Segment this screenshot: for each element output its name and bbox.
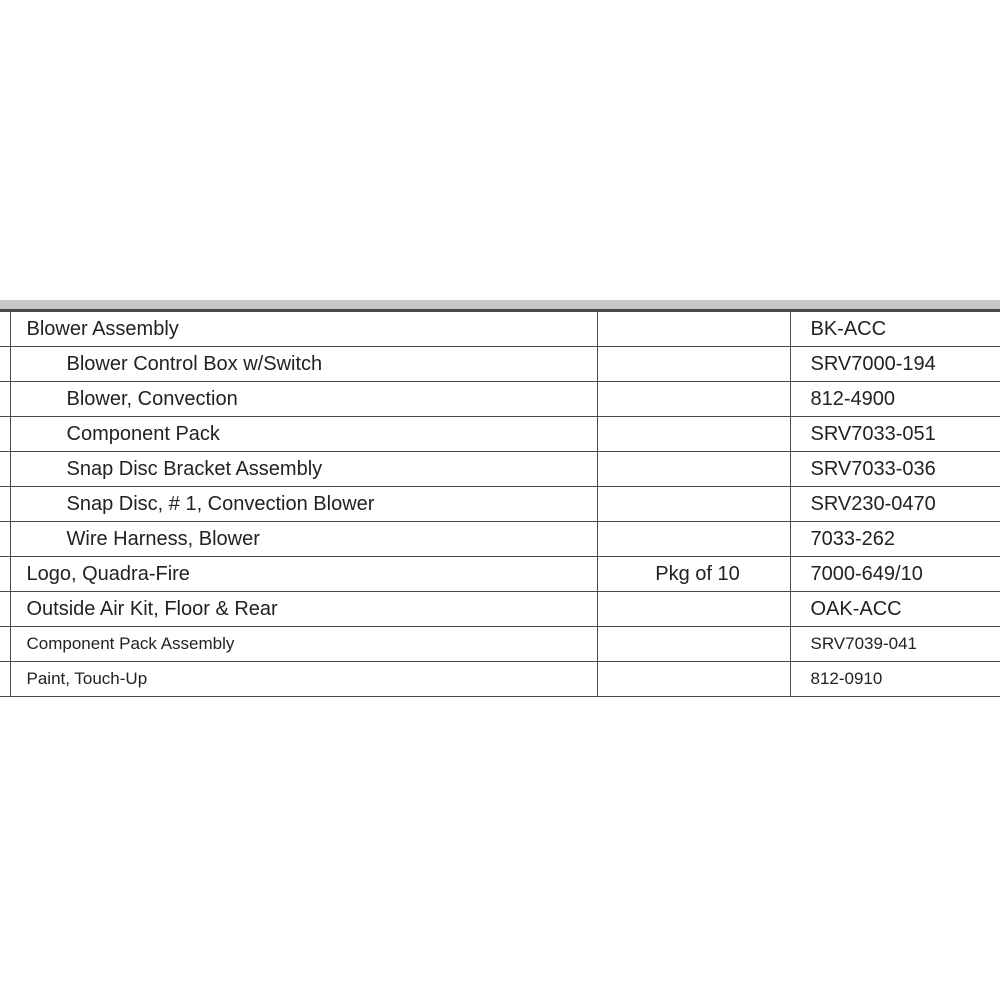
part-number-cell (790, 522, 1000, 557)
part-number-cell (790, 382, 1000, 417)
table-top-band (0, 300, 1000, 309)
note-cell (597, 487, 790, 522)
description-text: Outside Air Kit, Floor & Rear (26, 598, 278, 620)
description-cell (10, 417, 597, 452)
description-text: Component Pack Assembly (26, 634, 235, 653)
table-row (0, 627, 1000, 662)
description-cell (10, 312, 597, 347)
note-cell (597, 417, 790, 452)
description-cell (10, 557, 597, 592)
table-row (0, 347, 1000, 382)
part-number-text: SRV7033-051 (810, 423, 936, 445)
note-cell (597, 557, 790, 592)
note-text (690, 353, 698, 375)
note-text (690, 528, 698, 550)
row-stub-cell (0, 592, 10, 627)
table-row (0, 417, 1000, 452)
note-cell (597, 312, 790, 347)
row-stub-cell (0, 522, 10, 557)
description-cell (10, 452, 597, 487)
description-cell (10, 347, 597, 382)
part-number-text: 812-4900 (810, 388, 896, 410)
part-number-text: 7033-262 (810, 528, 896, 550)
note-cell (597, 627, 790, 662)
description-text: Blower Control Box w/Switch (66, 353, 323, 375)
row-stub-cell (0, 487, 10, 522)
note-text (690, 633, 698, 655)
description-cell (10, 592, 597, 627)
row-stub-cell (0, 557, 10, 592)
note-text (690, 423, 698, 445)
note-cell (597, 592, 790, 627)
part-number-cell (790, 487, 1000, 522)
row-stub-cell (0, 417, 10, 452)
row-stub-cell (0, 347, 10, 382)
description-text: Snap Disc, # 1, Convection Blower (66, 493, 375, 515)
part-number-text: SRV7033-036 (810, 458, 936, 480)
part-number-cell (790, 347, 1000, 382)
part-number-cell (790, 662, 1000, 697)
description-text: Wire Harness, Blower (66, 528, 260, 550)
table-row (0, 382, 1000, 417)
row-stub-cell (0, 382, 10, 417)
part-number-text: 7000-649/10 (810, 563, 923, 585)
description-text: Component Pack (66, 423, 220, 445)
part-number-text: SRV230-0470 (810, 493, 936, 515)
note-text (690, 318, 698, 340)
part-number-cell (790, 627, 1000, 662)
note-text (690, 458, 698, 480)
description-cell (10, 487, 597, 522)
part-number-text: OAK-ACC (810, 598, 902, 620)
note-cell (597, 347, 790, 382)
note-text (690, 493, 698, 515)
description-text: Snap Disc Bracket Assembly (66, 458, 323, 480)
table-row (0, 487, 1000, 522)
table-row (0, 662, 1000, 697)
part-number-text: SRV7000-194 (810, 353, 936, 375)
row-stub-cell (0, 662, 10, 697)
parts-table (0, 311, 1000, 697)
description-text: Paint, Touch-Up (26, 669, 148, 688)
part-number-cell (790, 312, 1000, 347)
note-cell (597, 452, 790, 487)
description-cell (10, 522, 597, 557)
row-stub-cell (0, 312, 10, 347)
note-text: Pkg of 10 (655, 563, 740, 585)
part-number-cell (790, 452, 1000, 487)
part-number-cell (790, 592, 1000, 627)
row-stub-cell (0, 452, 10, 487)
note-text (690, 598, 698, 620)
part-number-text: 812-0910 (810, 669, 883, 688)
description-text: Blower, Convection (66, 388, 238, 410)
note-text (690, 388, 698, 410)
description-text: Blower Assembly (26, 318, 179, 340)
part-number-text: SRV7039-041 (810, 634, 917, 653)
note-text (690, 668, 698, 690)
note-cell (597, 522, 790, 557)
table-row (0, 312, 1000, 347)
table-row (0, 452, 1000, 487)
table-row (0, 592, 1000, 627)
table-row (0, 557, 1000, 592)
note-cell (597, 382, 790, 417)
description-text: Logo, Quadra-Fire (26, 563, 190, 585)
note-cell (597, 662, 790, 697)
description-cell (10, 627, 597, 662)
part-number-text: BK-ACC (810, 318, 887, 340)
row-stub-cell (0, 627, 10, 662)
description-cell (10, 662, 597, 697)
table-row (0, 522, 1000, 557)
part-number-cell (790, 557, 1000, 592)
description-cell (10, 382, 597, 417)
part-number-cell (790, 417, 1000, 452)
